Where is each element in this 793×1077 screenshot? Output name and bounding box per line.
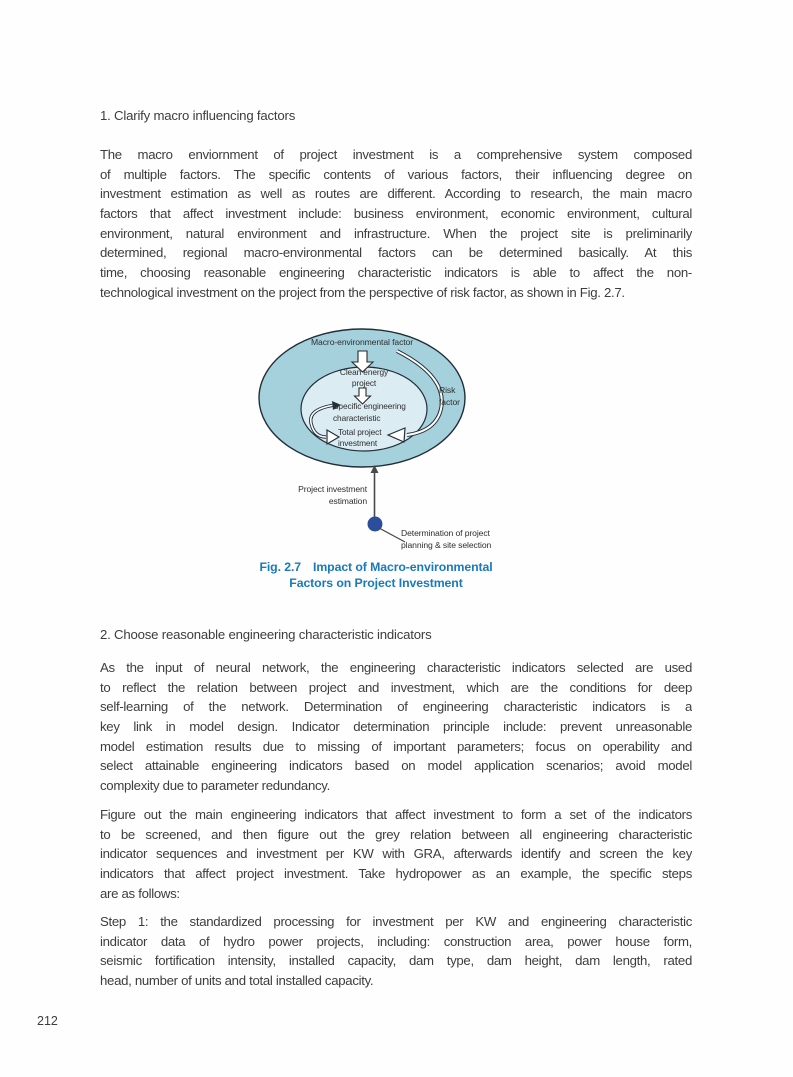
figure-caption [236,560,516,591]
label-line: factor [439,397,460,407]
text-line: are as follows: [100,885,180,901]
label-line: estimation [328,496,367,507]
label-risk-factor [439,384,460,408]
text-line: time, choosing reasonable engineering characteristic indicators is able to affect the non- [100,265,692,281]
label-line: Clean energy [339,367,389,377]
paragraph-1 [100,145,692,303]
text-line: Figure out the main engineering indicators that affect investment to form a set of the indicators [100,807,692,822]
text-line: determined, regional macro-environmental factors can be determined basically. At this [100,245,692,261]
figure-number: Fig. 2.7 [259,560,302,574]
label-macro-environmental-factor: Macro-environmental factor [311,337,413,347]
text-line: select attainable engineering indicators based on model application scenarios; avoid model [100,758,692,774]
text-line: indicators that affect project investment. Take hydropower as an example, the specific steps [100,866,692,882]
section-heading-1: 1. Clarify macro influencing factors [100,108,296,123]
text-line: key link in model design. Indicator determination principle include: prevent unreasonable [100,719,692,735]
paragraph-2 [100,658,692,796]
label-line: Risk [439,385,456,395]
label-line: project [351,377,377,388]
label-clean-energy-project [314,367,414,389]
text-line: As the input of neural network, the engineering characteristic indicators selected are used [100,660,692,675]
text-line: head, number of units and total installed capacity. [100,973,374,989]
label-specific-engineering-characteristic [333,401,406,424]
text-line: indicator data of hydro power projects, including: construction area, power house form, [100,933,692,949]
text-line: seismic fortification intensity, installed capacity, dam type, dam height, dam length, rated [100,953,692,969]
text-line: indicator sequences and investment per KW with GRA, afterwards identify and screen the key [100,846,692,862]
page-number: 212 [37,1014,58,1028]
label-line: characteristic [333,412,381,423]
paragraph-3 [100,805,692,903]
text-line: to reflect the relation between project and investment, which are the conditions for deep [100,679,692,695]
text-line: investment estimation as well as routes are different. According to research, the main macro [100,186,692,202]
label-line: investment [338,437,378,448]
label-line: Total project [338,427,382,437]
text-line: model estimation results due to missing of important parameters; focus on operability and [100,738,692,754]
text-line: The macro enviornment of project investment is a comprehensive system composed [100,147,692,162]
label-total-project-investment [338,427,381,448]
label-line: Specific engineering [333,401,406,411]
text-line: technological investment on the project from the perspective of risk factor, as shown in Fig. 2.7. [100,284,625,300]
text-line: to be screened, and then figure out the grey relation between all engineering characteristic [100,826,692,842]
text-line: Step 1: the standardized processing for investment per KW and engineering characteristic [100,914,692,929]
label-line: Determination of project [401,528,490,538]
label-line: Project investment [298,484,367,494]
paragraph-4 [100,912,692,991]
figure-caption-line1 [236,560,516,576]
text-line: of multiple factors. The specific contents of various factors, their influencing degree on [100,166,692,182]
text-line: factors that affect investment include: business environment, economic environment, cultural [100,206,692,222]
label-project-investment-estimation [240,483,367,508]
section-heading-2: 2. Choose reasonable engineering characteristic indicators [100,627,432,642]
label-line: planning & site selection [401,540,492,551]
label-determination-planning-site-selection [401,527,491,552]
text-line: self-learning of the network. Determination of engineering characteristic indicators is a [100,699,692,715]
figure-2-7-diagram [240,325,530,560]
text-line: environment, natural environment and infrastructure. When the project site is preliminarily [100,225,692,241]
figure-title-line1: Impact of Macro-environmental [313,560,493,574]
text-line: complexity due to parameter redundancy. [100,778,330,794]
figure-title-line2: Factors on Project Investment [289,575,463,590]
